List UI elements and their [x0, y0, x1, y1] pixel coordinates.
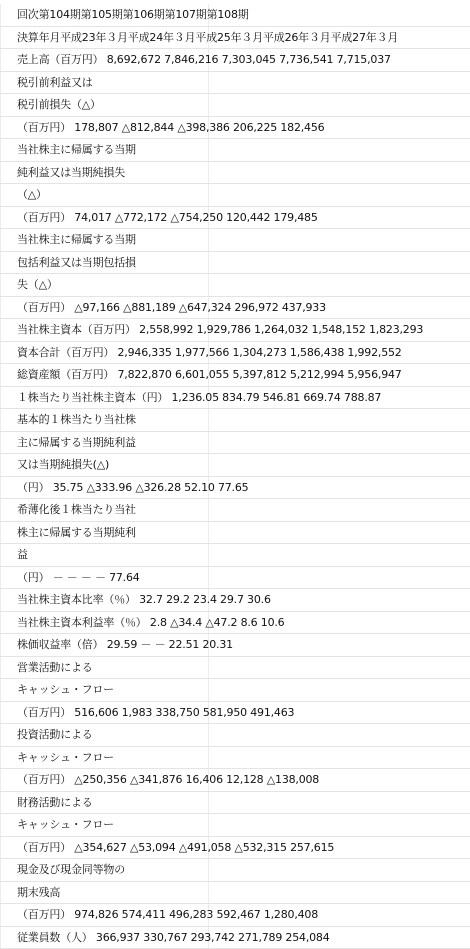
row-text: 主に帰属する当期純利益: [17, 436, 136, 449]
table-row: [0, 679, 470, 702]
row-text: 包括利益又は当期包括損: [17, 256, 136, 269]
row-text: 投資活動による: [17, 728, 93, 741]
table-row: [0, 769, 470, 792]
row-text: 当社株主資本比率（％） 32.7 29.2 23.4 29.7 30.6: [17, 593, 271, 606]
row-text: 当社株主資本（百万円） 2,558,992 1,929,786 1,264,032 1,548,152 1,823,293: [17, 323, 423, 336]
row-text: 又は当期純損失(△): [17, 458, 109, 471]
row-text: （百万円） △354,627 △53,094 △491,058 △532,315 257,615: [17, 841, 334, 854]
table-row: [0, 904, 470, 927]
row-text: 決算年月平成23年３月平成24年３月平成25年３月平成26年３月平成27年３月: [17, 31, 398, 44]
table-row: [0, 342, 470, 365]
table-row: [0, 657, 470, 680]
row-text: 株価収益率（倍） 29.59 － － 22.51 20.31: [17, 638, 233, 651]
table-row: [0, 409, 470, 432]
table-row: [0, 297, 470, 320]
row-text: 当社株主資本利益率（％） 2.8 △34.4 △47.2 8.6 10.6: [17, 616, 284, 629]
table-row: [0, 477, 470, 500]
table-row: [0, 274, 470, 297]
row-text: （百万円） 974,826 574,411 496,283 592,467 1,280,408: [17, 908, 318, 921]
row-text: （百万円） △97,166 △881,189 △647,324 296,972 437,933: [17, 301, 326, 314]
table-row: [0, 94, 470, 117]
table-row: [0, 522, 470, 545]
table-row: [0, 49, 470, 72]
table-row: [0, 927, 470, 949]
table-row: [0, 319, 470, 342]
table-row: [0, 139, 470, 162]
row-text: 資本合計（百万円） 2,946,335 1,977,566 1,304,273 1,586,438 1,992,552: [17, 346, 402, 359]
table-row: [0, 724, 470, 747]
table-row: [0, 612, 470, 635]
table-row: [0, 252, 470, 275]
row-text: 税引前損失（△）: [17, 98, 101, 111]
row-text: 純利益又は当期純損失: [17, 166, 125, 179]
row-text: 益: [17, 548, 28, 561]
table-row: [0, 837, 470, 860]
table-row: [0, 499, 470, 522]
row-text: キャッシュ・フロー: [17, 683, 114, 696]
table-row: [0, 882, 470, 905]
row-text: 従業員数（人） 366,937 330,767 293,742 271,789 254,084: [17, 931, 330, 944]
row-text: 株主に帰属する当期純利: [17, 526, 136, 539]
table-row: [0, 207, 470, 230]
row-text: 回次第104期第105期第106期第107期第108期: [17, 8, 249, 21]
row-text: キャッシュ・フロー: [17, 818, 114, 831]
table-row: [0, 387, 470, 410]
row-text: 希薄化後１株当たり当社: [17, 503, 136, 516]
row-text: １株当たり当社株主資本（円） 1,236.05 834.79 546.81 669.74 788.87: [17, 391, 381, 404]
table-row: [0, 117, 470, 140]
row-text: 財務活動による: [17, 796, 93, 809]
table-row: [0, 589, 470, 612]
table-row: [0, 544, 470, 567]
table-row: [0, 454, 470, 477]
row-text: 失（△）: [17, 278, 58, 291]
row-text: （百万円） △250,356 △341,876 16,406 12,128 △138,008: [17, 773, 319, 786]
row-text: 営業活動による: [17, 661, 93, 674]
table-row: [0, 814, 470, 837]
row-text: （円） － － － － 77.64: [17, 571, 140, 584]
row-text: 現金及び現金同等物の: [17, 863, 125, 876]
table-row: [0, 184, 470, 207]
table-row: [0, 27, 470, 50]
row-text: 期末残高: [17, 886, 60, 899]
row-text: （百万円） 178,807 △812,844 △398,386 206,225 182,456: [17, 121, 324, 134]
row-text: 当社株主に帰属する当期: [17, 233, 136, 246]
row-text: キャッシュ・フロー: [17, 751, 114, 764]
row-text: 基本的１株当たり当社株: [17, 413, 136, 426]
table-row: [0, 364, 470, 387]
table-row: [0, 567, 470, 590]
table-row: [0, 162, 470, 185]
table-row: [0, 702, 470, 725]
row-text: （円） 35.75 △333.96 △326.28 52.10 77.65: [17, 481, 248, 494]
financial-summary-table: [0, 4, 470, 949]
row-text: （百万円） 516,606 1,983 338,750 581,950 491,463: [17, 706, 294, 719]
row-text: （△）: [17, 188, 47, 201]
table-row: [0, 432, 470, 455]
table-row: [0, 4, 470, 27]
row-text: 税引前利益又は: [17, 76, 93, 89]
table-row: [0, 72, 470, 95]
table-row: [0, 634, 470, 657]
row-text: 総資産額（百万円） 7,822,870 6,601,055 5,397,812 5,212,994 5,956,947: [17, 368, 402, 381]
row-text: 売上高（百万円） 8,692,672 7,846,216 7,303,045 7,736,541 7,715,037: [17, 53, 391, 66]
row-text: 当社株主に帰属する当期: [17, 143, 136, 156]
table-row: [0, 792, 470, 815]
table-row: [0, 747, 470, 770]
table-row: [0, 859, 470, 882]
row-text: （百万円） 74,017 △772,172 △754,250 120,442 179,485: [17, 211, 318, 224]
table-row: [0, 229, 470, 252]
